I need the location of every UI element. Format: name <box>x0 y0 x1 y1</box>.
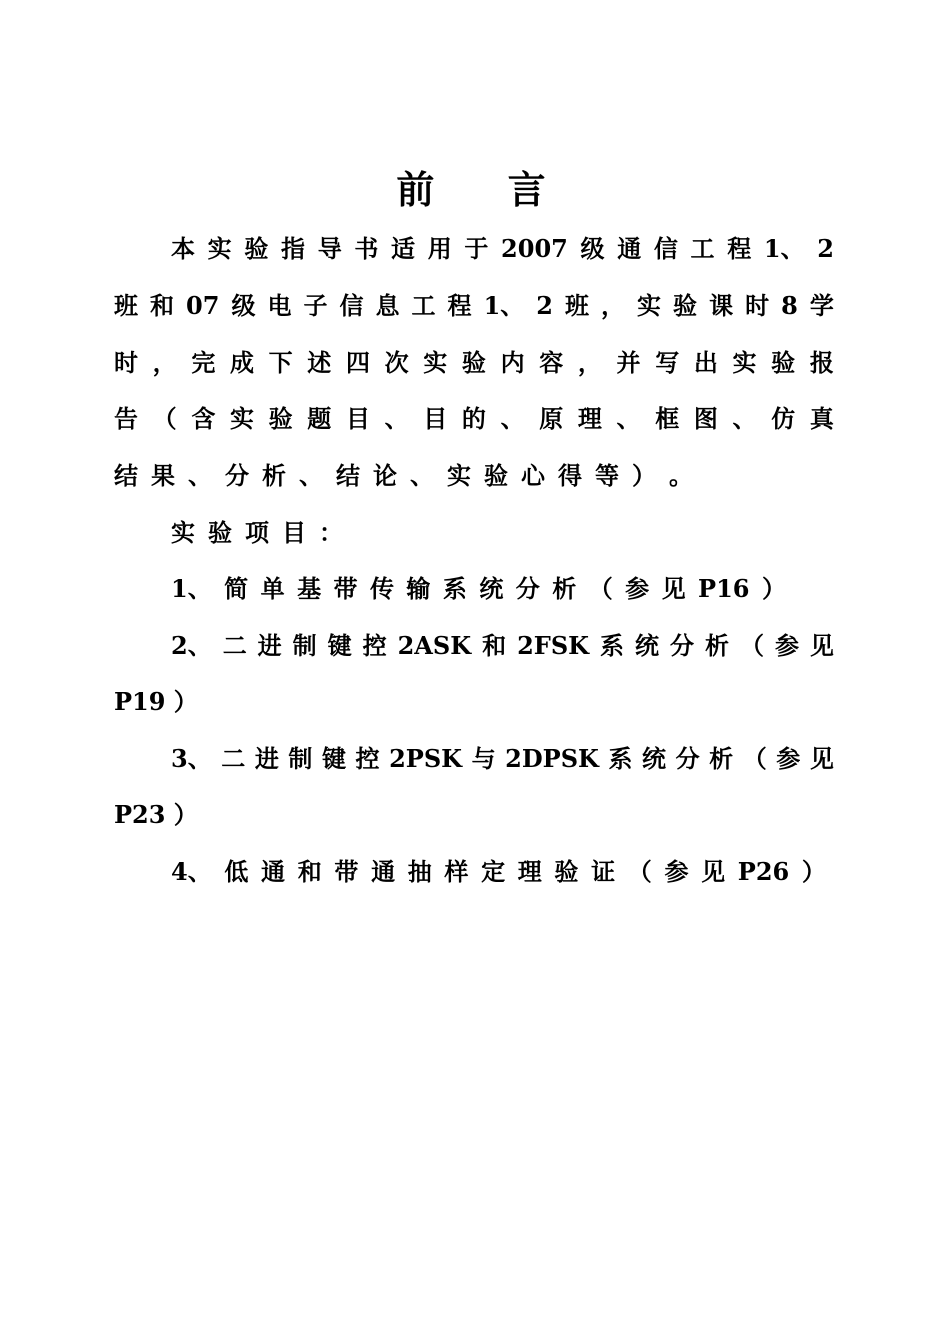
intro-line-5: 结 果 、 分 析 、 结 论 、 实 验 心 得 等 ） 。 <box>114 461 693 490</box>
item-2-line-2: P19 ） <box>114 687 198 716</box>
items-heading: 实 验 项 目 ： <box>171 518 343 547</box>
intro-line-1: 本 实 验 指 导 书 适 用 于 2007 级 通 信 工 程 1、 2 <box>171 234 834 263</box>
intro-line-2: 班 和 07 级 电 子 信 息 工 程 1、 2 班 ， 实 验 课 时 8 学 <box>114 291 834 320</box>
page-title: 前 言 <box>396 167 576 212</box>
item-2-line-1: 2、 二 进 制 键 控 2ASK 和 2FSK 系 统 分 析 （ 参 见 <box>171 631 834 660</box>
item-1: 1、 简 单 基 带 传 输 系 统 分 析 （ 参 见 P16 ） <box>171 574 786 603</box>
item-3-line-2: P23 ） <box>114 800 198 829</box>
item-3-line-1: 3、 二 进 制 键 控 2PSK 与 2DPSK 系 统 分 析 （ 参 见 <box>171 744 834 773</box>
intro-line-3: 时 ， 完 成 下 述 四 次 实 验 内 容 ， 并 写 出 实 验 报 <box>114 348 834 377</box>
item-4: 4、 低 通 和 带 通 抽 样 定 理 验 证 （ 参 见 P26 ） <box>171 857 826 886</box>
intro-line-4: 告 （ 含 实 验 题 目 、 目 的 、 原 理 、 框 图 、 仿 真 <box>114 404 834 433</box>
